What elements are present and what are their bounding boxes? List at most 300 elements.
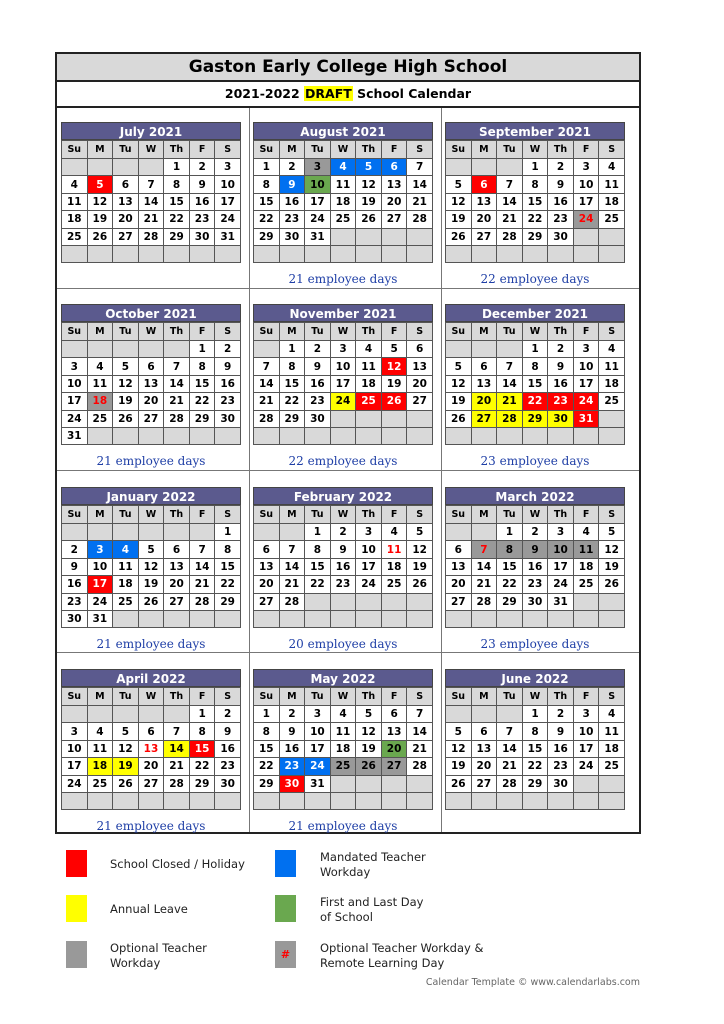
weekday-header: W bbox=[138, 506, 164, 524]
weekday-header: F bbox=[189, 688, 215, 706]
day-cell: 20 bbox=[407, 375, 433, 392]
day-cell: 21 bbox=[497, 393, 523, 410]
weekday-header: Tu bbox=[305, 323, 331, 341]
empty-cell bbox=[138, 792, 164, 809]
day-cell: 25 bbox=[330, 758, 356, 775]
week-row bbox=[254, 723, 433, 740]
day-cell: 8 bbox=[254, 723, 280, 740]
month-title: September 2021 bbox=[445, 122, 625, 140]
empty-cell bbox=[164, 524, 190, 541]
day-cell: 23 bbox=[522, 576, 548, 593]
day-cell: 28 bbox=[497, 228, 523, 245]
legend-label: First and Last Day of School bbox=[320, 895, 424, 924]
day-cell: 11 bbox=[87, 375, 113, 392]
month-title: March 2022 bbox=[445, 487, 625, 505]
weekday-header: M bbox=[471, 688, 497, 706]
empty-cell bbox=[305, 427, 331, 444]
day-cell: 29 bbox=[254, 775, 280, 792]
day-cell: 27 bbox=[446, 593, 472, 610]
day-cell: 10 bbox=[356, 541, 382, 558]
weekday-header: Tu bbox=[113, 323, 139, 341]
empty-cell bbox=[573, 792, 599, 809]
day-cell: 20 bbox=[446, 576, 472, 593]
day-cell: 15 bbox=[279, 375, 305, 392]
day-cell: 23 bbox=[62, 593, 88, 610]
weekday-header: W bbox=[138, 141, 164, 159]
day-cell: 27 bbox=[113, 228, 139, 245]
day-cell: 27 bbox=[471, 410, 497, 427]
weekday-header: S bbox=[599, 688, 625, 706]
weekday-header: Tu bbox=[305, 141, 331, 159]
day-cell: 12 bbox=[113, 740, 139, 757]
day-cell: 6 bbox=[471, 176, 497, 193]
day-cell: 6 bbox=[138, 358, 164, 375]
month-calendar bbox=[445, 122, 625, 263]
empty-cell bbox=[164, 427, 190, 444]
legend-label: Mandated Teacher Workday bbox=[320, 850, 426, 879]
day-cell: 25 bbox=[113, 593, 139, 610]
day-cell: 4 bbox=[330, 706, 356, 723]
empty-cell bbox=[305, 792, 331, 809]
day-cell: 29 bbox=[254, 228, 280, 245]
day-cell: 23 bbox=[548, 211, 574, 228]
week-row bbox=[254, 610, 433, 627]
empty-cell bbox=[446, 706, 472, 723]
day-cell: 17 bbox=[62, 758, 88, 775]
day-cell: 19 bbox=[599, 558, 625, 575]
empty-cell bbox=[138, 341, 164, 358]
day-cell: 9 bbox=[548, 723, 574, 740]
week-row bbox=[254, 341, 433, 358]
day-cell: 14 bbox=[497, 740, 523, 757]
empty-cell bbox=[87, 427, 113, 444]
weekday-header: Tu bbox=[113, 506, 139, 524]
month-grid bbox=[253, 322, 433, 445]
weekday-header: M bbox=[279, 506, 305, 524]
day-cell: 27 bbox=[471, 228, 497, 245]
week-row bbox=[446, 193, 625, 210]
weekday-header: W bbox=[330, 688, 356, 706]
day-cell: 13 bbox=[138, 740, 164, 757]
day-cell: 6 bbox=[471, 723, 497, 740]
week-row bbox=[446, 393, 625, 410]
day-cell: 7 bbox=[497, 358, 523, 375]
month-grid bbox=[253, 687, 433, 810]
weekday-header: Tu bbox=[497, 688, 523, 706]
week-row bbox=[254, 375, 433, 392]
day-cell: 4 bbox=[62, 176, 88, 193]
empty-cell bbox=[407, 427, 433, 444]
day-cell: 18 bbox=[573, 558, 599, 575]
day-cell: 19 bbox=[446, 758, 472, 775]
day-cell: 4 bbox=[87, 358, 113, 375]
weekday-header: Su bbox=[62, 323, 88, 341]
day-cell: 2 bbox=[330, 524, 356, 541]
empty-cell bbox=[138, 159, 164, 176]
week-row bbox=[446, 610, 625, 627]
weekday-header: Th bbox=[164, 688, 190, 706]
empty-cell bbox=[471, 610, 497, 627]
day-cell: 8 bbox=[522, 176, 548, 193]
day-cell: 2 bbox=[548, 159, 574, 176]
empty-cell bbox=[62, 524, 88, 541]
weekday-header: W bbox=[522, 506, 548, 524]
week-row bbox=[254, 393, 433, 410]
empty-cell bbox=[471, 706, 497, 723]
empty-cell bbox=[330, 792, 356, 809]
empty-cell bbox=[497, 427, 523, 444]
weekday-header: W bbox=[330, 506, 356, 524]
month-calendar bbox=[445, 304, 625, 445]
day-cell: 15 bbox=[189, 740, 215, 757]
week-row bbox=[446, 375, 625, 392]
week-row bbox=[446, 792, 625, 809]
day-cell: 22 bbox=[254, 758, 280, 775]
day-cell: 10 bbox=[330, 358, 356, 375]
empty-cell bbox=[522, 792, 548, 809]
weekday-header: Th bbox=[356, 506, 382, 524]
empty-cell bbox=[407, 228, 433, 245]
day-cell: 12 bbox=[87, 193, 113, 210]
day-cell: 31 bbox=[62, 427, 88, 444]
empty-cell bbox=[330, 228, 356, 245]
employee-days-label: 22 employee days bbox=[480, 272, 590, 286]
empty-cell bbox=[381, 427, 407, 444]
empty-cell bbox=[138, 524, 164, 541]
week-row bbox=[446, 245, 625, 262]
day-cell: 24 bbox=[62, 410, 88, 427]
week-row bbox=[62, 558, 241, 575]
day-cell: 4 bbox=[330, 159, 356, 176]
week-row bbox=[254, 792, 433, 809]
day-cell: 29 bbox=[164, 228, 190, 245]
day-cell: 10 bbox=[305, 723, 331, 740]
legend-swatch bbox=[66, 850, 87, 877]
day-cell: 9 bbox=[62, 558, 88, 575]
empty-cell bbox=[381, 245, 407, 262]
week-row bbox=[62, 341, 241, 358]
weekday-header: W bbox=[522, 688, 548, 706]
day-cell: 12 bbox=[446, 740, 472, 757]
week-row bbox=[446, 159, 625, 176]
day-cell: 16 bbox=[548, 740, 574, 757]
empty-cell bbox=[407, 792, 433, 809]
day-cell: 29 bbox=[189, 410, 215, 427]
weekday-header: Su bbox=[62, 506, 88, 524]
day-cell: 18 bbox=[87, 393, 113, 410]
weekday-header: Th bbox=[548, 141, 574, 159]
day-cell: 3 bbox=[330, 341, 356, 358]
empty-cell bbox=[497, 245, 523, 262]
empty-cell bbox=[446, 427, 472, 444]
day-cell: 19 bbox=[446, 211, 472, 228]
day-cell: 5 bbox=[138, 541, 164, 558]
day-cell: 17 bbox=[548, 558, 574, 575]
week-row bbox=[62, 706, 241, 723]
day-cell: 20 bbox=[471, 393, 497, 410]
day-cell: 16 bbox=[62, 576, 88, 593]
day-cell: 13 bbox=[164, 558, 190, 575]
day-cell: 17 bbox=[573, 193, 599, 210]
empty-cell bbox=[164, 610, 190, 627]
empty-cell bbox=[407, 610, 433, 627]
week-row bbox=[62, 541, 241, 558]
day-cell: 16 bbox=[305, 375, 331, 392]
empty-cell bbox=[599, 610, 625, 627]
empty-cell bbox=[87, 706, 113, 723]
day-cell: 18 bbox=[330, 740, 356, 757]
day-cell: 4 bbox=[573, 524, 599, 541]
day-cell: 30 bbox=[305, 410, 331, 427]
empty-cell bbox=[573, 427, 599, 444]
weekday-header: W bbox=[330, 141, 356, 159]
weekday-header: F bbox=[573, 323, 599, 341]
day-cell: 23 bbox=[330, 576, 356, 593]
footer-credit: Calendar Template © www.calendarlabs.com bbox=[425, 977, 640, 988]
day-cell: 4 bbox=[381, 524, 407, 541]
empty-cell bbox=[254, 524, 280, 541]
day-cell: 15 bbox=[305, 558, 331, 575]
weekday-header: S bbox=[407, 323, 433, 341]
week-row bbox=[62, 524, 241, 541]
day-cell: 17 bbox=[573, 375, 599, 392]
day-cell: 27 bbox=[254, 593, 280, 610]
day-cell: 26 bbox=[446, 775, 472, 792]
day-cell: 7 bbox=[189, 541, 215, 558]
day-cell: 25 bbox=[599, 211, 625, 228]
day-cell: 21 bbox=[471, 576, 497, 593]
day-cell: 12 bbox=[446, 193, 472, 210]
month-title: August 2021 bbox=[253, 122, 433, 140]
day-cell: 1 bbox=[189, 341, 215, 358]
day-cell: 1 bbox=[254, 159, 280, 176]
day-cell: 24 bbox=[573, 211, 599, 228]
day-cell: 3 bbox=[356, 524, 382, 541]
day-cell: 18 bbox=[87, 758, 113, 775]
empty-cell bbox=[215, 792, 241, 809]
day-cell: 7 bbox=[279, 541, 305, 558]
day-cell: 30 bbox=[548, 410, 574, 427]
week-row bbox=[254, 176, 433, 193]
day-cell: 10 bbox=[573, 358, 599, 375]
empty-cell bbox=[138, 427, 164, 444]
day-cell: 20 bbox=[138, 393, 164, 410]
day-cell: 23 bbox=[215, 758, 241, 775]
day-cell: 14 bbox=[497, 193, 523, 210]
empty-cell bbox=[471, 427, 497, 444]
empty-cell bbox=[62, 792, 88, 809]
day-cell: 19 bbox=[446, 393, 472, 410]
day-cell: 14 bbox=[164, 740, 190, 757]
empty-cell bbox=[407, 593, 433, 610]
day-cell: 29 bbox=[215, 593, 241, 610]
empty-cell bbox=[113, 341, 139, 358]
day-cell: 29 bbox=[497, 593, 523, 610]
day-cell: 3 bbox=[573, 159, 599, 176]
day-cell: 13 bbox=[471, 375, 497, 392]
empty-cell bbox=[164, 341, 190, 358]
day-cell: 12 bbox=[599, 541, 625, 558]
day-cell: 2 bbox=[215, 341, 241, 358]
day-cell: 16 bbox=[189, 193, 215, 210]
day-cell: 15 bbox=[189, 375, 215, 392]
day-cell: 27 bbox=[381, 758, 407, 775]
day-cell: 9 bbox=[279, 176, 305, 193]
day-cell: 28 bbox=[254, 410, 280, 427]
day-cell: 8 bbox=[497, 541, 523, 558]
week-row bbox=[254, 593, 433, 610]
week-row bbox=[62, 193, 241, 210]
empty-cell bbox=[356, 427, 382, 444]
week-row bbox=[62, 740, 241, 757]
week-row bbox=[446, 410, 625, 427]
day-cell: 28 bbox=[164, 775, 190, 792]
weekday-header: Su bbox=[446, 688, 472, 706]
weekday-header: Th bbox=[164, 141, 190, 159]
day-cell: 25 bbox=[573, 576, 599, 593]
day-cell: 26 bbox=[356, 211, 382, 228]
weekday-header: S bbox=[599, 506, 625, 524]
day-cell: 10 bbox=[548, 541, 574, 558]
month-calendar bbox=[253, 304, 433, 445]
day-cell: 5 bbox=[446, 723, 472, 740]
day-cell: 21 bbox=[189, 576, 215, 593]
day-cell: 24 bbox=[330, 393, 356, 410]
day-cell: 16 bbox=[548, 193, 574, 210]
week-row bbox=[446, 176, 625, 193]
day-cell: 26 bbox=[446, 228, 472, 245]
draft-badge: DRAFT bbox=[305, 86, 352, 101]
empty-cell bbox=[305, 245, 331, 262]
day-cell: 27 bbox=[138, 410, 164, 427]
weekday-header: M bbox=[471, 141, 497, 159]
month-title: November 2021 bbox=[253, 304, 433, 322]
month-calendar bbox=[61, 487, 241, 628]
day-cell: 24 bbox=[356, 576, 382, 593]
day-cell: 5 bbox=[356, 706, 382, 723]
empty-cell bbox=[446, 341, 472, 358]
weekday-header: Th bbox=[356, 688, 382, 706]
day-cell: 30 bbox=[215, 775, 241, 792]
day-cell: 9 bbox=[548, 358, 574, 375]
weekday-header: W bbox=[522, 323, 548, 341]
day-cell: 21 bbox=[254, 393, 280, 410]
day-cell: 5 bbox=[356, 159, 382, 176]
empty-cell bbox=[87, 341, 113, 358]
month-title: April 2022 bbox=[61, 669, 241, 687]
day-cell: 27 bbox=[381, 211, 407, 228]
day-cell: 13 bbox=[138, 375, 164, 392]
weekday-header: W bbox=[138, 323, 164, 341]
day-cell: 5 bbox=[599, 524, 625, 541]
day-cell: 21 bbox=[138, 211, 164, 228]
day-cell: 5 bbox=[446, 176, 472, 193]
day-cell: 18 bbox=[599, 193, 625, 210]
day-cell: 14 bbox=[189, 558, 215, 575]
day-cell: 17 bbox=[62, 393, 88, 410]
empty-cell bbox=[471, 792, 497, 809]
grid-divider bbox=[57, 470, 639, 471]
empty-cell bbox=[497, 610, 523, 627]
day-cell: 22 bbox=[522, 758, 548, 775]
day-cell: 3 bbox=[548, 524, 574, 541]
day-cell: 19 bbox=[381, 375, 407, 392]
week-row bbox=[254, 211, 433, 228]
day-cell: 22 bbox=[254, 211, 280, 228]
day-cell: 11 bbox=[113, 558, 139, 575]
day-cell: 19 bbox=[87, 211, 113, 228]
empty-cell bbox=[62, 245, 88, 262]
day-cell: 26 bbox=[138, 593, 164, 610]
day-cell: 24 bbox=[573, 758, 599, 775]
week-row bbox=[446, 358, 625, 375]
day-cell: 27 bbox=[138, 775, 164, 792]
day-cell: 29 bbox=[279, 410, 305, 427]
empty-cell bbox=[330, 427, 356, 444]
legend-label: Optional Teacher Workday & Remote Learning Day bbox=[320, 941, 484, 970]
day-cell: 9 bbox=[215, 358, 241, 375]
empty-cell bbox=[599, 427, 625, 444]
day-cell: 20 bbox=[164, 576, 190, 593]
day-cell: 15 bbox=[522, 375, 548, 392]
day-cell: 8 bbox=[254, 176, 280, 193]
day-cell: 12 bbox=[356, 176, 382, 193]
day-cell: 1 bbox=[522, 706, 548, 723]
day-cell: 22 bbox=[522, 393, 548, 410]
legend-swatch bbox=[66, 941, 87, 968]
day-cell: 28 bbox=[407, 211, 433, 228]
day-cell: 10 bbox=[62, 375, 88, 392]
day-cell: 20 bbox=[381, 740, 407, 757]
weekday-header: F bbox=[189, 323, 215, 341]
day-cell: 13 bbox=[407, 358, 433, 375]
weekday-header: Tu bbox=[497, 506, 523, 524]
day-cell: 3 bbox=[305, 159, 331, 176]
empty-cell bbox=[87, 792, 113, 809]
weekday-header: M bbox=[87, 141, 113, 159]
month-title: July 2021 bbox=[61, 122, 241, 140]
day-cell: 23 bbox=[215, 393, 241, 410]
week-row bbox=[446, 775, 625, 792]
empty-cell bbox=[471, 245, 497, 262]
week-row bbox=[254, 576, 433, 593]
day-cell: 21 bbox=[164, 758, 190, 775]
day-cell: 22 bbox=[215, 576, 241, 593]
day-cell: 30 bbox=[279, 775, 305, 792]
month-grid bbox=[61, 322, 241, 445]
month-calendar bbox=[253, 122, 433, 263]
day-cell: 1 bbox=[522, 159, 548, 176]
day-cell: 11 bbox=[356, 358, 382, 375]
day-cell: 15 bbox=[215, 558, 241, 575]
day-cell: 3 bbox=[305, 706, 331, 723]
empty-cell bbox=[381, 775, 407, 792]
empty-cell bbox=[446, 610, 472, 627]
day-cell: 31 bbox=[573, 410, 599, 427]
day-cell: 28 bbox=[138, 228, 164, 245]
day-cell: 29 bbox=[522, 410, 548, 427]
day-cell: 6 bbox=[407, 341, 433, 358]
day-cell: 23 bbox=[279, 211, 305, 228]
day-cell: 7 bbox=[407, 159, 433, 176]
empty-cell bbox=[356, 593, 382, 610]
day-cell: 20 bbox=[471, 211, 497, 228]
day-cell: 21 bbox=[164, 393, 190, 410]
legend-label: Optional Teacher Workday bbox=[110, 941, 207, 970]
day-cell: 21 bbox=[407, 193, 433, 210]
empty-cell bbox=[215, 427, 241, 444]
legend-swatch bbox=[275, 941, 296, 968]
